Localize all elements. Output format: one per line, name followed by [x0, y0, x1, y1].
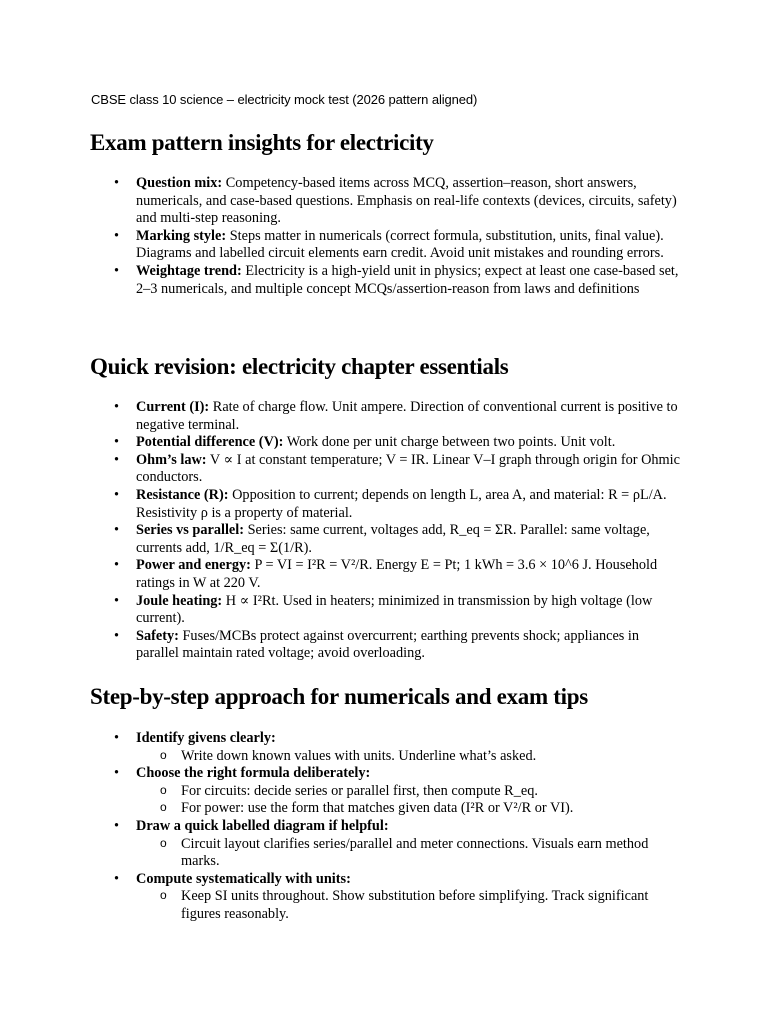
item-text: Electricity is a high-yield unit in physics; expect at least one case-based set, 2–3 numericals, and multiple concept MCQs/assertion-reason from laws and definitions	[136, 262, 679, 297]
sub-list-item: o Keep SI units throughout. Show substitution before simplifying. Track significant figures reasonably.	[136, 888, 681, 923]
list-item	[0, 522, 681, 557]
list-item	[0, 434, 681, 452]
item-label: Potential difference (V):	[136, 434, 284, 451]
item-label: Joule heating:	[136, 592, 223, 609]
quick-revision-list	[0, 399, 681, 663]
heading-step-by-step: Step-by-step approach for numericals and exam tips	[90, 684, 588, 709]
item-text: Fuses/MCBs protect against overcurrent; earthing prevents shock; appliances in parallel maintain rated voltage; avoid overloading.	[136, 627, 640, 662]
sub-list	[136, 783, 681, 818]
exam-pattern-list	[0, 175, 681, 298]
item-label: Compute systematically with units:	[136, 870, 351, 887]
list-item	[0, 730, 681, 765]
item-label: Safety:	[136, 627, 179, 644]
sub-list-item: o For circuits: decide series or parallel first, then compute R_eq.	[136, 783, 681, 801]
item-text: V ∝ I at constant temperature; V = IR. Linear V–I graph through origin for Ohmic conductors.	[136, 451, 680, 486]
heading-exam-pattern: Exam pattern insights for electricity	[90, 130, 434, 155]
item-text: Series: same current, voltages add, R_eq = ΣR. Parallel: same voltage, currents add, 1/R_eq = Σ(1/R).	[136, 522, 650, 556]
sub-list	[136, 888, 681, 923]
sub-list	[136, 748, 681, 766]
sub-list-item: o Circuit layout clarifies series/parallel and meter connections. Visuals earn method marks.	[136, 836, 681, 871]
step-by-step-list	[0, 730, 681, 924]
item-label: Power and energy:	[136, 557, 251, 574]
sub-list-item: o For power: use the form that matches given data (I²R or V²/R or VI).	[136, 800, 681, 818]
item-text: H ∝ I²Rt. Used in heaters; minimized in transmission by high voltage (low current).	[136, 592, 653, 627]
item-label: Series vs parallel:	[136, 522, 245, 539]
list-item	[0, 557, 681, 592]
heading-quick-revision: Quick revision: electricity chapter essentials	[90, 354, 509, 379]
list-item	[0, 228, 681, 263]
list-item	[0, 765, 681, 818]
document-title: CBSE class 10 science – electricity mock test (2026 pattern aligned)	[91, 92, 478, 107]
list-item	[0, 399, 681, 434]
item-text: Opposition to current; depends on length L, area A, and material: R = ρL/A. Resistivity ρ is a property of material.	[136, 486, 667, 521]
item-label: Identify givens clearly:	[136, 730, 276, 746]
item-label: Weightage trend:	[136, 262, 242, 279]
item-text: Competency-based items across MCQ, assertion–reason, short answers, numericals, and case-based questions. Emphasis on real-life contexts (devices, circuits, safety) and multi-step reasoning.	[136, 175, 677, 227]
sub-list-item: o Write down known values with units. Underline what’s asked.	[136, 748, 681, 766]
item-text: Rate of charge flow. Unit ampere. Direction of conventional current is positive to negative terminal.	[136, 399, 678, 433]
item-label: Choose the right formula deliberately:	[136, 765, 371, 782]
list-item	[0, 487, 681, 522]
item-label: Ohm’s law:	[136, 451, 207, 468]
item-text: Work done per unit charge between two points. Unit volt.	[283, 434, 616, 451]
item-label: Marking style:	[136, 227, 227, 244]
list-item	[0, 175, 681, 228]
item-label: Resistance (R):	[136, 486, 229, 503]
item-text: P = VI = I²R = V²/R. Energy E = Pt; 1 kWh = 3.6 × 10^6 J. Household ratings in W at 220 V.	[136, 557, 658, 591]
list-item	[0, 593, 681, 628]
item-label: Question mix:	[136, 175, 223, 191]
list-item	[0, 452, 681, 487]
list-item	[0, 628, 681, 663]
item-text: Steps matter in numericals (correct formula, substitution, units, final value). Diagrams and labelled circuit elements earn credit. Avoid unit mistakes and rounding errors.	[136, 227, 664, 262]
list-item	[0, 263, 681, 298]
item-label: Draw a quick labelled diagram if helpful:	[136, 817, 389, 834]
sub-list	[136, 836, 681, 871]
list-item	[0, 818, 681, 871]
list-item	[0, 871, 681, 924]
item-label: Current (I):	[136, 399, 210, 415]
